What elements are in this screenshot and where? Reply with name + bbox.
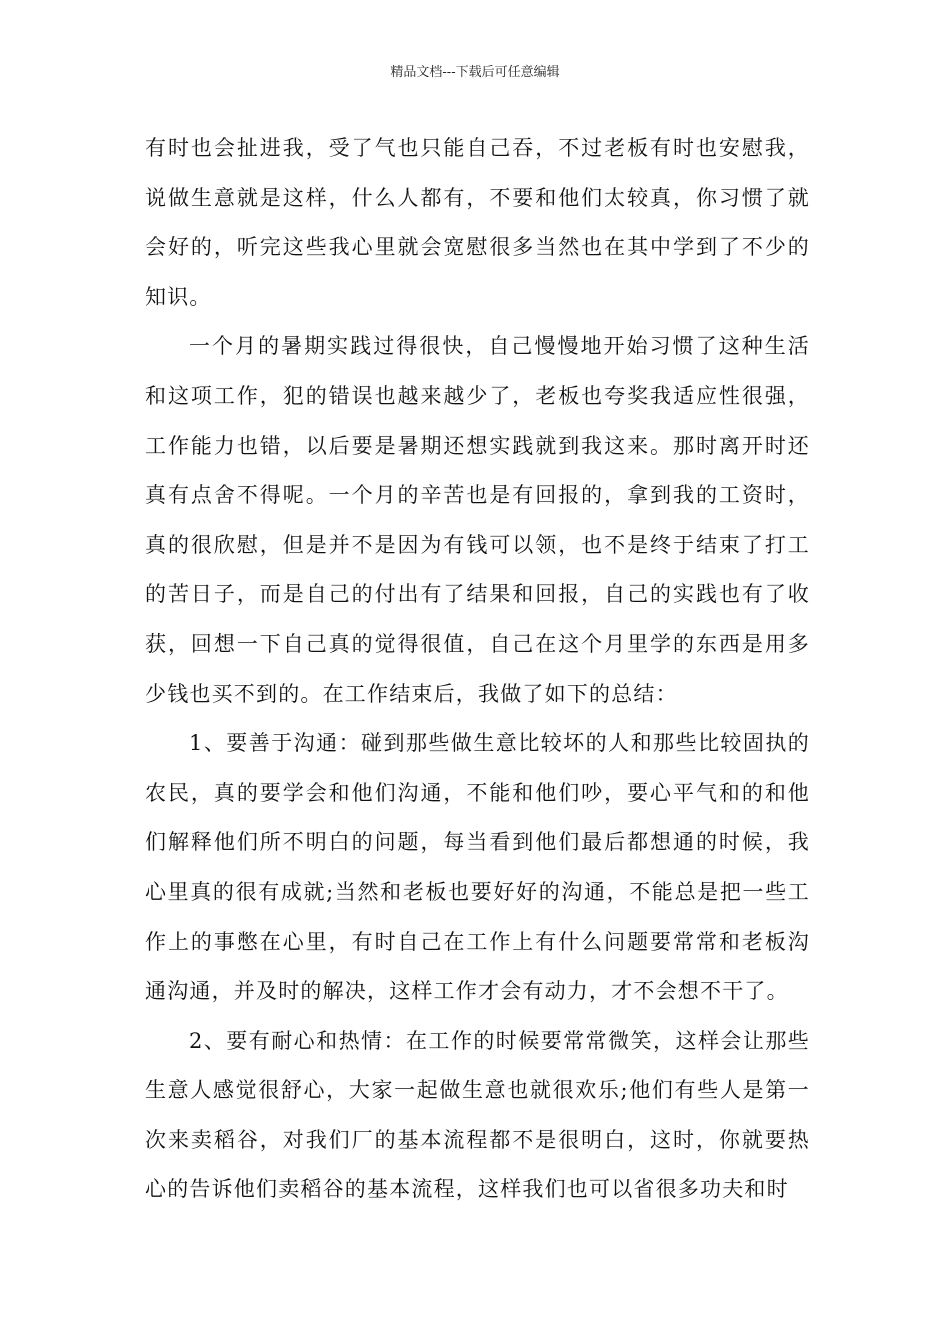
document-body bbox=[145, 124, 810, 1215]
paragraph-point-patience: 2、要有耐心和热情：在工作的时候要常常微笑，这样会让那些生意人感觉很舒心，大家一起做生意也就很欢乐;他们有些人是第一次来卖稻谷，对我们厂的基本流程都不是很明白，这时，你就要热心的告诉他们卖稻谷的基本流程，这样我们也可以省很多功夫和时 bbox=[145, 1028, 810, 1202]
paragraph-continued: 有时也会扯进我，受了气也只能自己吞，不过老板有时也安慰我，说做生意就是这样，什么人都有，不要和他们太较真，你习惯了就会好的，听完这些我心里就会宽慰很多当然也在其中学到了不少的知识。 bbox=[145, 136, 810, 309]
paragraph-point-communication: 1、要善于沟通：碰到那些做生意比较坏的人和那些比较固执的农民，真的要学会和他们沟通，不能和他们吵，要心平气和的和他们解释他们所不明白的问题，每当看到他们最后都想通的时候，我心里真的很有成就;当然和老板也要好好的沟通，不能总是把一些工作上的事憋在心里，有时自己在工作上有什么问题要常常和老板沟通沟通，并及时的解决，这样工作才会有动力，才不会想不干了。 bbox=[145, 731, 810, 1004]
page-header: 精品文档---下载后可任意编辑 bbox=[390, 65, 560, 80]
paragraph-summer-practice: 一个月的暑期实践过得很快，自己慢慢地开始习惯了这种生活和这项工作，犯的错误也越来越少了，老板也夸奖我适应性很强，工作能力也错，以后要是暑期还想实践就到我这来。那时离开时还真有点舍不得呢。一个月的辛苦也是有回报的，拿到我的工资时，真的很欣慰，但是并不是因为有钱可以领，也不是终于结束了打工的苦日子，而是自己的付出有了结果和回报，自己的实践也有了收获，回想一下自己真的觉得很值，自己在这个月里学的东西是用多少钱也买不到的。在工作结束后，我做了如下的总结： bbox=[145, 334, 810, 706]
